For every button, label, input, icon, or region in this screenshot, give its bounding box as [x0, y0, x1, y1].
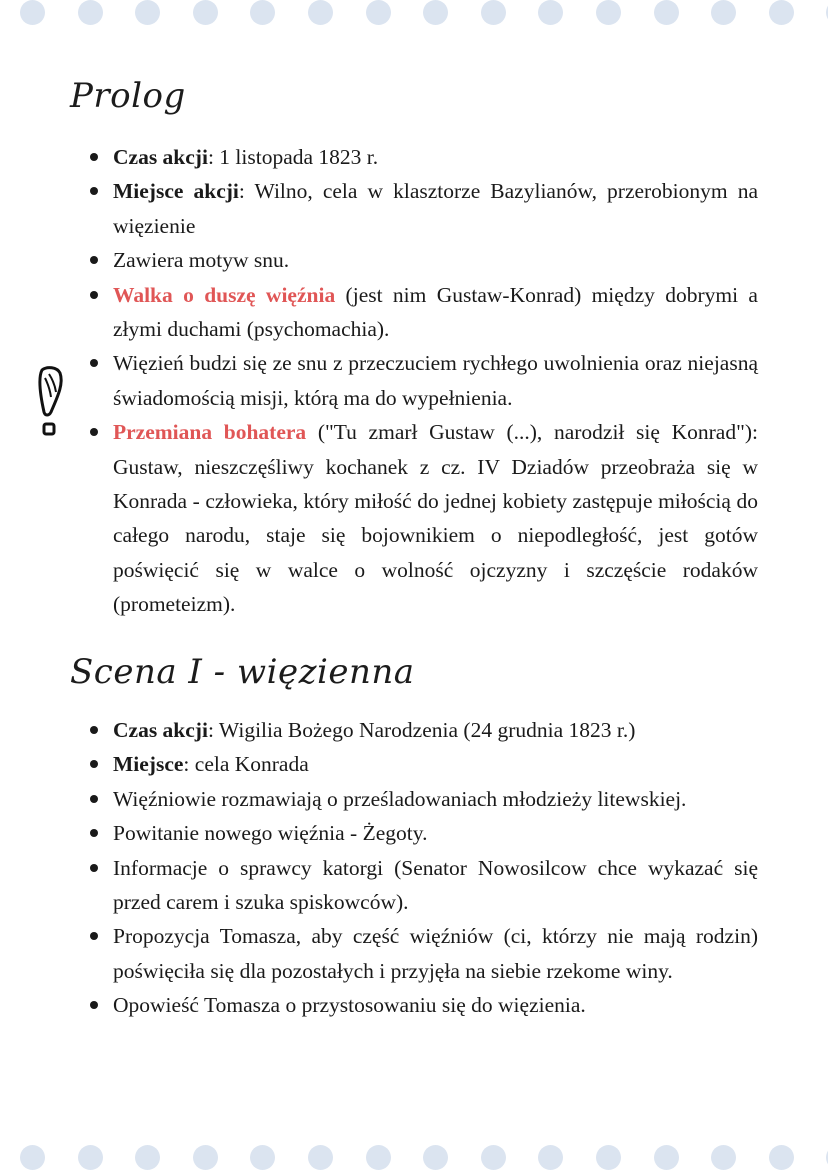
item-text: Więzień budzi się ze snu z przeczuciem rychłego uwolnienia oraz niejasną świadomością misji, którą ma do wypełnienia.: [113, 351, 758, 410]
border-dot: [78, 1145, 103, 1170]
border-dot: [769, 1145, 794, 1170]
item-text: ("Tu zmarł Gustaw (...), narodził się Konrad"): Gustaw, nieszczęśliwy kochanek z cz. IV Dziadów przeobraża się w Konrada - człowieka, który miłość do jednej kobiety zastępuje miłością do całego narodu, staje się bojownikiem o niepodległość, jest gotów poświęcić się w walce o wolność ojczyzny i szczęście rodaków (prometeizm).: [113, 420, 758, 617]
border-dot: [20, 0, 45, 25]
item-text: : cela Konrada: [183, 752, 309, 777]
item-text: : Wilno, cela w klasztorze Bazylianów, przerobionym na więzienie: [113, 179, 758, 238]
border-dot: [423, 1145, 448, 1170]
border-dot: [654, 1145, 679, 1170]
border-dot: [481, 0, 506, 25]
list-item: [113, 713, 758, 747]
item-text: : 1 listopada 1823 r.: [207, 145, 379, 169]
item-text: Zawiera motyw snu.: [113, 248, 290, 273]
border-dot: [481, 1145, 506, 1170]
section-heading-prolog: Prolog: [70, 76, 186, 116]
list-item: [113, 782, 758, 816]
border-dot: [78, 0, 103, 25]
border-dot: [193, 0, 218, 25]
border-dot: [538, 1145, 563, 1170]
bottom-dot-border: [0, 1141, 828, 1171]
border-dot: [308, 1145, 333, 1170]
item-lead: Czas akcji: [113, 718, 208, 742]
list-item: [113, 174, 758, 243]
border-dot: [596, 1145, 621, 1170]
list-item: [113, 816, 758, 850]
item-text: Więźniowie rozmawiają o prześladowaniach młodzieży litewskiej.: [113, 786, 687, 811]
border-dot: [423, 0, 448, 25]
list-item: [113, 988, 758, 1022]
border-dot: [596, 0, 621, 25]
item-text: Propozycja Tomasza, aby część więźniów (ci, którzy nie mają rodzin) poświęciła się dla pozostałych i przyjęła na siebie rzekome winy.: [113, 924, 758, 983]
list-item: [113, 140, 758, 174]
item-text: Opowieść Tomasza o przystosowaniu się do więzienia.: [113, 993, 586, 1018]
list-item: [113, 278, 758, 347]
border-dot: [711, 1145, 736, 1170]
item-lead: Miejsce: [113, 752, 184, 777]
border-dot: [654, 0, 679, 25]
top-dot-border: [0, 0, 828, 30]
border-dot: [250, 0, 275, 25]
border-dot: [20, 1145, 45, 1170]
item-text: Powitanie nowego więźnia - Żegoty.: [113, 821, 428, 846]
list-item: [113, 851, 758, 920]
item-text: : Wigilia Bożego Narodzenia (24 grudnia 1823 r.): [207, 718, 636, 742]
list-item: [113, 415, 758, 621]
list-item: [113, 919, 758, 988]
border-dot: [193, 1145, 218, 1170]
item-accent: Przemiana bohatera: [113, 420, 307, 445]
list-item: [113, 346, 758, 415]
item-accent: Walka o duszę więźnia: [113, 282, 336, 307]
border-dot: [250, 1145, 275, 1170]
border-dot: [538, 0, 563, 25]
border-dot: [135, 0, 160, 25]
item-text: Informacje o sprawcy katorgi (Senator Nowosilcow chce wykazać się przed carem i szuka spiskowców).: [113, 855, 758, 915]
list-item: [113, 747, 758, 781]
border-dot: [135, 1145, 160, 1170]
prolog-list: [113, 140, 758, 622]
item-lead: Miejsce akcji: [113, 179, 239, 204]
border-dot: [711, 0, 736, 25]
border-dot: [366, 0, 391, 25]
border-dot: [366, 1145, 391, 1170]
section-heading-scena: Scena I - więzienna: [70, 652, 415, 692]
exclamation-icon: [30, 364, 70, 444]
border-dot: [308, 0, 333, 25]
item-lead: Czas akcji: [113, 145, 208, 169]
scena-list: [113, 713, 758, 1023]
item-text: (jest nim Gustaw-Konrad) między dobrymi a złymi duchami (psychomachia).: [113, 282, 758, 342]
border-dot: [769, 0, 794, 25]
list-item: [113, 243, 758, 277]
